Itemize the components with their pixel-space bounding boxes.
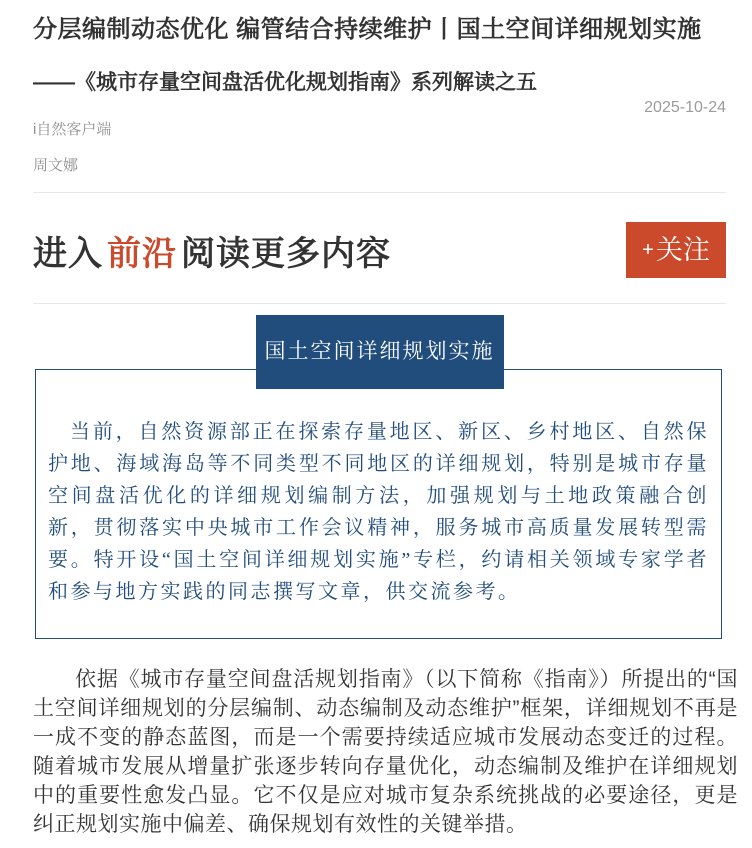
- banner-prefix: 进入: [33, 234, 103, 273]
- column-badge: 国土空间详细规划实施: [256, 315, 504, 389]
- follow-button-label: 关注: [655, 234, 710, 265]
- body-paragraph: 依据《城市存量空间盘活规划指南》（以下简称《指南》）所提出的“国土空间详细规划的分层编制、动态编制及动态维护”框架，详细规划不再是一成不变的静态蓝图，而是一个需要持续适应城市发展动态变迁的过程。随着城市发展从增量扩张逐步转向存量优化，动态编制及维护在详细规划中的重要性愈发凸显。它不仅是应对城市复杂系统挑战的必要途径，更是纠正规划实施中偏差、确保规划有效性的关键举措。: [33, 668, 738, 836]
- banner-text: [33, 226, 391, 275]
- article-source[interactable]: i自然客户端: [33, 121, 112, 138]
- follow-button[interactable]: [626, 222, 726, 278]
- publish-date: 2025-10-24: [644, 99, 726, 116]
- channel-banner: [33, 221, 726, 279]
- banner-suffix: 阅读更多内容: [181, 234, 391, 273]
- article-body: [33, 665, 738, 839]
- article-header: [33, 12, 726, 176]
- plus-icon: +: [642, 239, 654, 261]
- header-divider: [33, 192, 726, 193]
- article-subtitle: ——《城市存量空间盘活优化规划指南》系列解读之五: [33, 71, 537, 94]
- column-intro-box: [35, 369, 722, 639]
- channel-name-link[interactable]: 前沿: [107, 234, 177, 273]
- column-section: [33, 304, 726, 639]
- article-author: 周文娜: [33, 157, 79, 174]
- article-title: 分层编制动态优化 编管结合持续维护丨国土空间详细规划实施: [33, 16, 702, 43]
- column-intro-text: 当前，自然资源部正在探索存量地区、新区、乡村地区、自然保护地、海域海岛等不同类型不同地区的详细规划，特别是城市存量空间盘活优化的详细规划编制方法，加强规划与土地政策融合创新，贯彻落实中央城市工作会议精神，服务城市高质量发展转型需要。特开设“国土空间详细规划实施”专栏，约请相关领域专家学者和参与地方实践的同志撰写文章，供交流参考。: [48, 421, 709, 603]
